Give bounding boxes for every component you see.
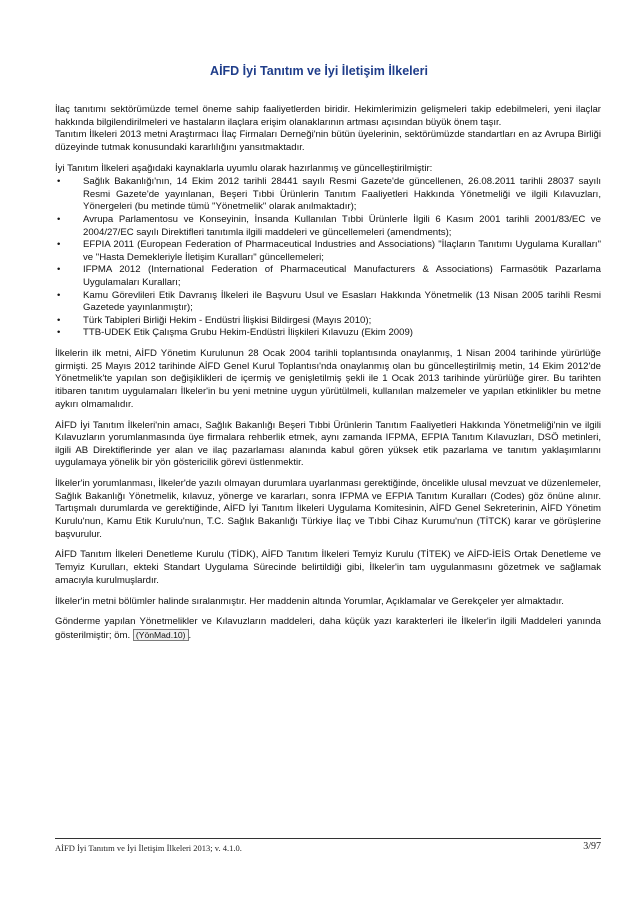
bullet-icon: • [57, 214, 61, 226]
intro-text-2: Tanıtım İlkeleri 2013 metni Araştırmacı İlaç Firmaları Derneği'nin bütün üyelerinin, sektörümüzde standartları en az Avrupa Birliği düzeyinde tutmak konusundaki kararlılığını yansıtmaktadır. [55, 129, 601, 153]
list-item: • EFPIA 2011 (European Federation of Pharmaceutical Industries and Associations) "İlaçların Tanıtımı Uygulama Kuralları" ve "Hasta Demekleriyle İletişim Kuralları" güncellemeleri; [57, 239, 601, 263]
bullet-icon: • [57, 239, 61, 251]
reference-tag: (YönMad.10) [133, 629, 189, 641]
bullet-icon: • [57, 176, 61, 188]
list-item: • Türk Tabipleri Birliği Hekim - Endüstri İlişkisi Bildirgesi (Mayıs 2010); [57, 314, 372, 326]
reference-paragraph: Gönderme yapılan Yönetmelikler ve Kılavuzların maddeleri, daha küçük yazı karakterleri ile İlkeler'in ilgili Maddeleri yanında gösterilmiştir; öm. (YönMad.10) . [55, 616, 601, 642]
bullet-icon: • [57, 327, 61, 339]
list-item: • TTB-UDEK Etik Çalışma Grubu Hekim-Endüstri İlişkileri Kılavuzu (Ekim 2009) [57, 327, 414, 339]
history-paragraph: İlkelerin ilk metni, AİFD Yönetim Kurulunun 28 Ocak 2004 tarihli toplantısında onaylanmış, 1 Nisan 2004 tarihinde yürürlüğe girmişti. 25 Mayıs 2012 tarihinde AİFD Genel Kurul Toplantısı'nda onaylanmış olan bu güncelleştirilmiş metin, 14 Ekim 2012'de Yönetmelik'te yapılan son değişiklikleri de içermiş ve genişletilmiş şekli ile 1 Ocak 2013 tarihinde yürürlüğe girer. Bu tarihten itibaren tanıtım uygulamaları İlkeler'in bu yeni metnine uygun yürütülmeli, kullanılan malzemeler ve yapılan etkinlikler bu metne aykırı olmamalıdır. [55, 348, 601, 410]
bullet-icon: • [57, 264, 61, 276]
sources-list [55, 176, 601, 340]
structure-paragraph: İlkeler'in metni bölümler halinde sıralanmıştır. Her maddenin altında Yorumlar, Açıklamalar ve Gerekçeler yer almaktadır. [55, 595, 564, 607]
intro-text-1: İlaç tanıtımı sektörümüzde temel öneme sahip faaliyetlerden biridir. Hekimlerimizin gelişmeleri takip edebilmeleri, yeni ilaçlar hakkında bilgilendirilmeleri ve hastaların ilaçlara erişim olanaklarının artması açısından büyük önem taşır. [55, 104, 601, 128]
list-item: • Avrupa Parlamentosu ve Konseyinin, İnsanda Kullanılan Tıbbi Ürünlerle İlgili 6 Kasım 2001 tarihli 2001/83/EC ve 2004/27/EC sayılı Direktifleri tanıtımla ilgili maddeleri ve güncellemeleri (amendments); [57, 214, 601, 238]
list-item: • Kamu Görevlileri Etik Davranış İlkeleri ile Başvuru Usul ve Esasları Hakkında Yönetmelik (13 Nisan 2005 tarihli Resmi Gazetede yayınlanmıştır); [57, 289, 601, 314]
reference-text: Gönderme yapılan Yönetmelikler ve Kılavuzların maddeleri, daha küçük yazı karakterleri ile İlkeler'in ilgili Maddeleri yanında gösterilmiştir; öm. [55, 616, 601, 642]
document-title: AİFD İyi Tanıtım ve İyi İletişim İlkeleri [210, 64, 428, 78]
sources-intro: İyi Tanıtım İlkeleri aşağıdaki kaynaklarla uyumlu olarak hazırlanmış ve güncelleştirilmiştir: [55, 162, 433, 174]
list-item: • IFPMA 2012 (International Federation of Pharmaceutical Manufacturers & Associations) Farmasötik Pazarlama Uygulamaları Kuralları; [57, 264, 601, 289]
purpose-paragraph: AİFD İyi Tanıtım İlkeleri'nin amacı, Sağlık Bakanlığı Beşeri Tıbbi Ürünlerin Tanıtım Faaliyetleri Hakkında Yönetmeliği'nin ve ilgili Kılavuzların yorumlanmasında üye firmalara rehberlik etmek, aynı zamanda IFPMA, EFPIA Tanıtım Kılavuzları, DSÖ metinleri, ilgili AB Direktiflerinde yer alan ve ilaç pazarlaması alanında kabul gören yüksek etik pazarlama ve tanıtım yaklaşımlarını uygulamaya yönelik bir yön göstericilik görevi üstlenmektir. [55, 419, 601, 469]
footer-divider [55, 838, 601, 839]
bullet-icon: • [57, 314, 61, 326]
list-item: • Sağlık Bakanlığı'nın, 14 Ekim 2012 tarihli 28441 sayılı Resmi Gazete'de güncellenen, 26.08.2011 tarihli 28037 sayılı Resmi Gazete'de yayınlanan, Beşeri Tıbbi Ürünlerin Tanıtım Faaliyetleri Hakkında Yönetmeliği ve ilgili Kılavuzları, Yönergeleri (bu metinde tümü "Yönetmelik" olarak anılmaktadır); [57, 176, 601, 213]
interpretation-paragraph: İlkeler'in yorumlanması, İlkeler'de yazılı olmayan durumlara uyarlanması gerektiğinde, öncelikle ulusal mevzuat ve düzenlemeler, Sağlık Bakanlığı Yönetmelik, kılavuz, yönerge ve kararları, sonra IFPMA ve EFPIA Tanıtım Kuralları (Codes) göz önüne alınır. Tartışmalı durumlarda ve gerektiğinde, AİFD İyi Tanıtım İlkeleri Uygulama Komitesinin, AİFD Genel Sekreterinin, AİFD Yönetim Kurulu'nun, Kamu Etik Kurulu'nun, T.C. Sağlık Bakanlığı Türkiye İlaç ve Tıbbi Cihaz Kurumu'nun (TİTCK) karar ve görüşlerine başvurulur. [55, 478, 601, 540]
intro-paragraph [55, 104, 601, 154]
footer-title: AİFD İyi Tanıtım ve İyi İletişim İlkeleri 2013; v. 4.1.0. [55, 843, 242, 853]
document-body [55, 104, 601, 651]
bullet-icon: • [57, 289, 61, 301]
page-number: 3/97 [583, 841, 601, 852]
boards-paragraph: AİFD Tanıtım İlkeleri Denetleme Kurulu (TİDK), AİFD Tanıtım İlkeleri Temyiz Kurulu (TİTEK) ve AİFD-İEİS Ortak Denetleme ve Temyiz Kurulları, ekteki Standart Uygulama Sürecinde belirtildiği gibi, İlkeler'in tam uygulanmasını gözetmek ve sağlamak amacıyla kurulmuşlardır. [55, 549, 601, 586]
